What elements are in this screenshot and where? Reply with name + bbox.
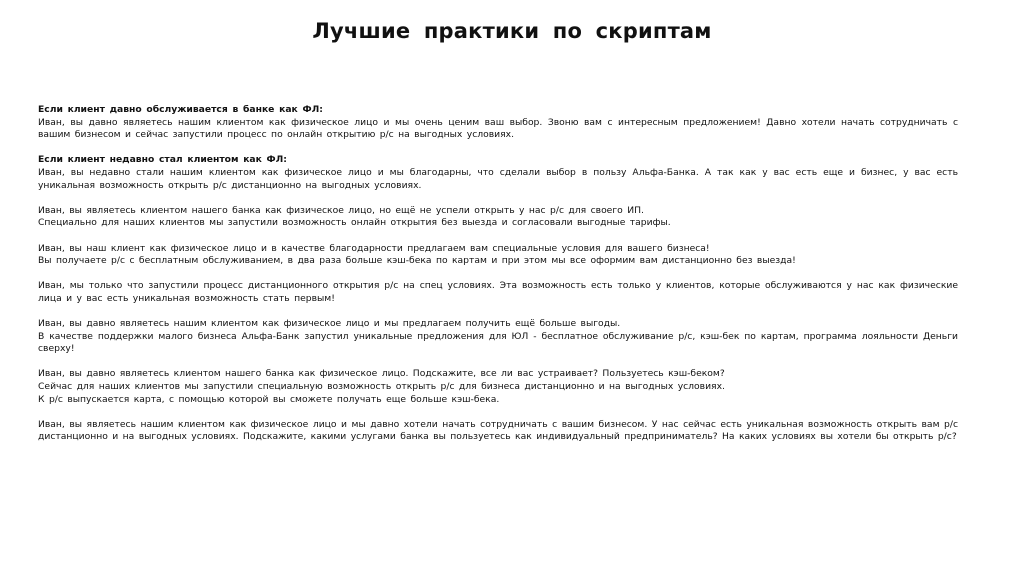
block-heading: Если клиент недавно стал клиентом как ФЛ: (38, 154, 287, 166)
block-heading: Если клиент давно обслуживается в банке как ФЛ: (38, 104, 323, 115)
script-block (38, 154, 958, 192)
block-line: Иван, вы давно являетесь нашим клиентом как физическое лицо и мы очень ценим ваш выбор. Звоню вам с интересным предложением! Давно хотели начать сотрудничать с вашим бизнесом и сейчас запустили процесс по онлайн открытию р/с на выгодных условиях. (38, 116, 958, 141)
block-line: Иван, вы являетесь нашим клиентом как физическое лицо и мы давно хотели начать сотрудничать с вашим бизнесом. У нас сейчас есть уникальная возможность открыть вам р/с дистанционно и на выгодных условиях. Подскажите, какими услугами банка вы пользуетесь как индивидуальный предприниматель? На каких условиях вы хотели бы открыть р/с? (38, 418, 958, 443)
script-block (38, 419, 958, 444)
script-block (38, 243, 958, 268)
block-line: Сейчас для наших клиентов мы запустили специальную возможность открыть р/с для бизнеса дистанционно и на выгодных условиях. (38, 381, 725, 393)
block-line: Иван, мы только что запустили процесс дистанционного открытия р/с на спец условиях. Эта возможность есть только у клиентов, которые обслуживаются у нас как физические лица и у вас есть уникальная возможность стать первым! (38, 280, 958, 304)
block-line: В качестве поддержки малого бизнеса Альфа-Банк запустил уникальные предложения для ЮЛ - бесплатное обслуживание р/с, кэш-бек по картам, программа лояльности Деньги сверху! (38, 330, 958, 355)
slide-title: Лучшие практики по скриптам (312, 19, 712, 43)
block-line: К р/с выпускается карта, с помощью которой вы сможете получать еще больше кэш-бека. (38, 393, 500, 405)
block-line: Специально для наших клиентов мы запустили возможность онлайн открытия без выезда и согласовали выгодные тарифы. (38, 217, 671, 229)
script-block (38, 205, 958, 230)
block-line: Иван, вы являетесь клиентом нашего банка как физическое лицо, но ещё не успели открыть у нас р/с для своего ИП. (38, 204, 644, 216)
block-line: Иван, вы наш клиент как физическое лицо и в качестве благодарности предлагаем вам специальные условия для вашего бизнеса! (38, 242, 710, 254)
block-line: Вы получаете р/с с бесплатным обслуживанием, в два раза больше кэш-бека по картам и при этом мы все оформим вам дистанционно без выезда! (38, 255, 796, 267)
block-line: Иван, вы недавно стали нашим клиентом как физическое лицо и мы благодарны, что сделали выбор в пользу Альфа-Банка. А так как у вас есть еще и бизнес, у вас есть уникальная возможность открыть р/с дистанционно на выгодных условиях. (38, 166, 958, 191)
script-block (38, 318, 958, 356)
scripts-content (38, 104, 958, 457)
script-block (38, 280, 958, 305)
block-line: Иван, вы давно являетесь нашим клиентом как физическое лицо и мы предлагаем получить ещё больше выгоды. (38, 318, 621, 330)
script-block (38, 368, 958, 406)
script-block (38, 104, 958, 142)
block-line: Иван, вы давно являетесь клиентом нашего банка как физическое лицо. Подскажите, все ли вас устраивает? Пользуетесь кэш-беком? (38, 368, 725, 380)
